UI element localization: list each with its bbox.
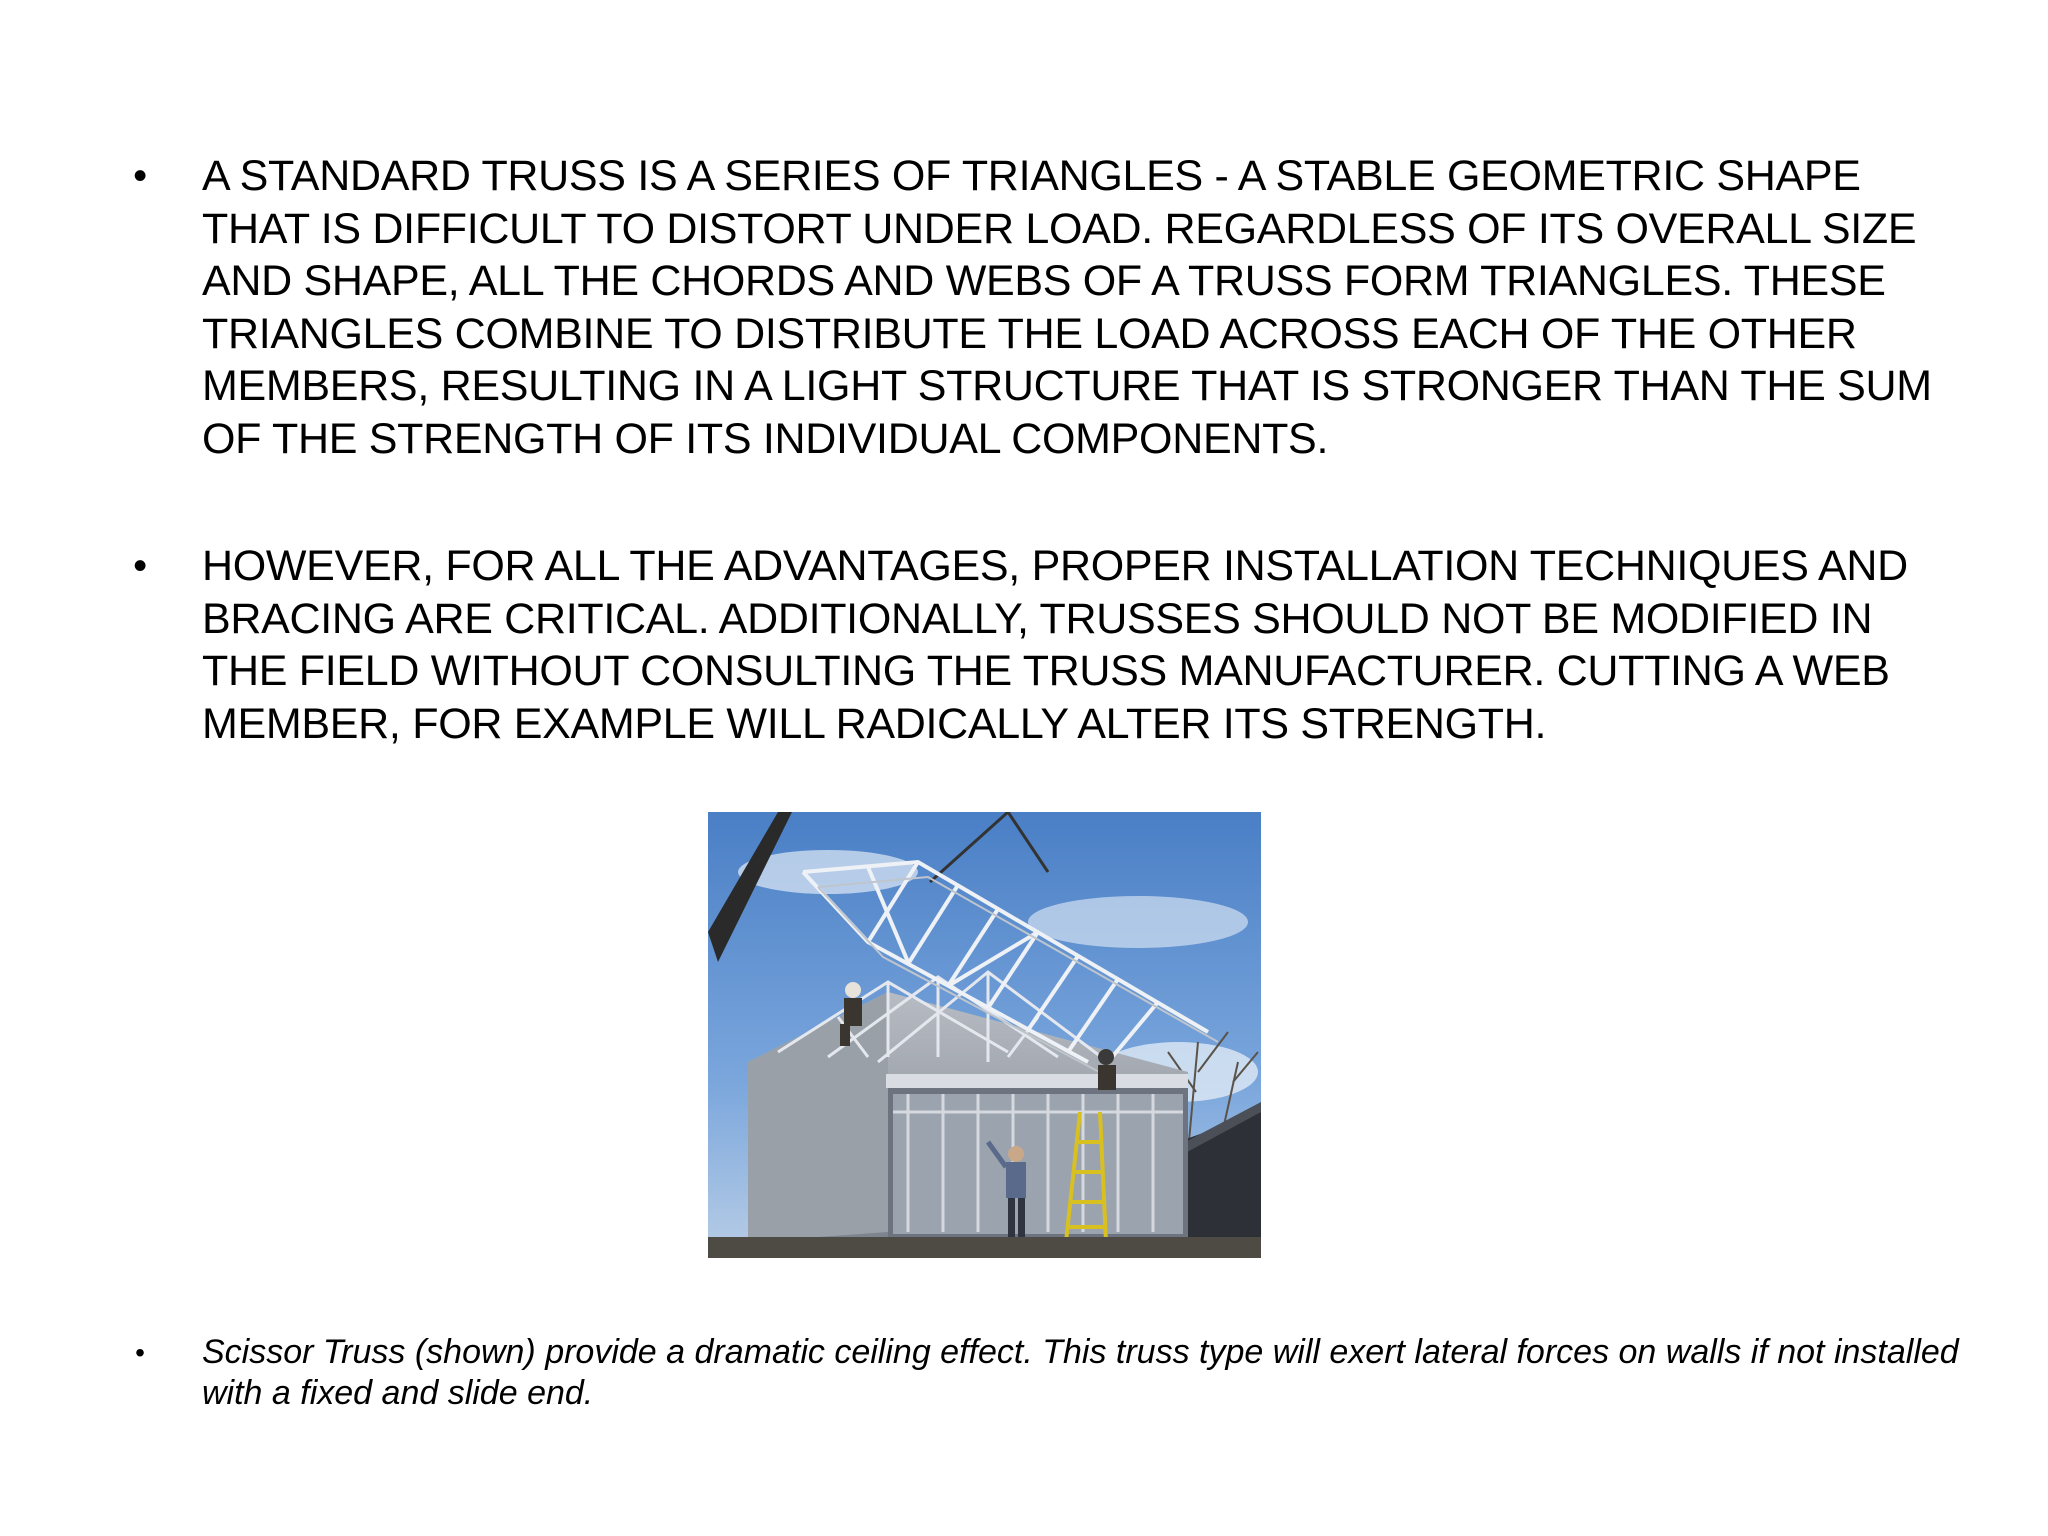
bullet-item-1 xyxy=(120,150,1950,470)
bullet-text-scissor-truss-caption: Scissor Truss (shown) provide a dramatic ceiling effect. This truss type will exert lateral forces on walls if not installed with a fixed and slide end. xyxy=(202,1333,1959,1412)
bullet-text-truss-triangles: A STANDARD TRUSS IS A SERIES OF TRIANGLES - A STABLE GEOMETRIC SHAPE THAT IS DIFFICULT TO DISTORT UNDER LOAD. REGARDLESS OF ITS OVERALL SIZE AND SHAPE, ALL THE CHORDS AND WEBS OF A TRUSS FORM TRIANGLES. THESE TRIANGLES COMBINE TO DISTRIBUTE THE LOAD ACROSS EACH OF THE OTHER MEMBERS, RESULTING IN A LIGHT STRUCTURE THAT IS STRONGER THAN THE SUM OF THE STRENGTH OF ITS INDIVIDUAL COMPONENTS. xyxy=(202,152,1932,463)
bullet-dot: • xyxy=(133,154,147,198)
truss-installation-photo xyxy=(708,812,1261,1258)
bullet-item-2 xyxy=(120,540,1950,810)
bullet-text-installation: HOWEVER, FOR ALL THE ADVANTAGES, PROPER INSTALLATION TECHNIQUES AND BRACING ARE CRITICAL. ADDITIONALLY, TRUSSES SHOULD NOT BE MODIFIED IN THE FIELD WITHOUT CONSULTING THE TRUSS MANUFACTURER. CUTTING A WEB MEMBER, FOR EXAMPLE WILL RADICALLY ALTER ITS STRENGTH. xyxy=(202,542,1908,748)
bullet-item-3 xyxy=(120,1332,1959,1422)
bullet-dot: • xyxy=(133,544,147,588)
bullet-dot: • xyxy=(135,1337,145,1368)
